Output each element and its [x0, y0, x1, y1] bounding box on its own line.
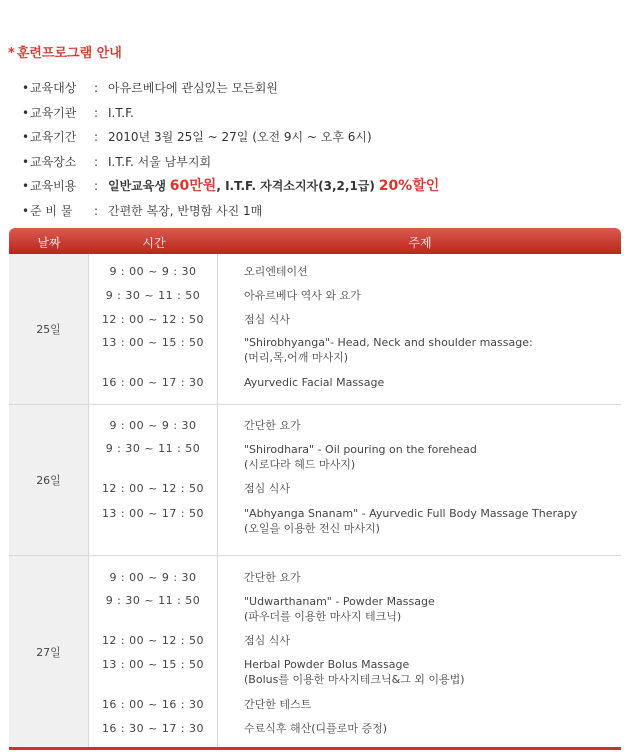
- day-section: [9, 254, 621, 405]
- topic-cell: 수료식후 해산(디플로마 증정): [244, 722, 388, 735]
- topic-cell-sub: (오일을 이용한 전신 마사지): [244, 522, 380, 535]
- time-cell: 16 : 30 ~ 17 : 30: [101, 722, 205, 735]
- colon: :: [93, 203, 99, 218]
- info-value: 아유르베다에 관심있는 모든회원: [108, 81, 278, 95]
- section-heading: [8, 42, 122, 61]
- day-section: [9, 556, 621, 747]
- info-label: 교육장소: [30, 154, 77, 169]
- topic-cell-sub: (파우더를 이용한 마사지 테크닉): [244, 610, 402, 623]
- day-section: [9, 405, 621, 556]
- topic-cell: "Udwarthanam" - Powder Massage: [244, 595, 435, 608]
- info-row-location: [22, 150, 622, 175]
- header-date: 날짜: [37, 236, 61, 250]
- info-label: 교육대상: [30, 81, 77, 95]
- topic-cell: 간단한 요가: [244, 419, 301, 432]
- info-label: 교육기간: [30, 130, 77, 144]
- topic-cell: "Shirobhyanga"- Head, Neck and shoulder massage:: [244, 336, 533, 349]
- colon: :: [93, 130, 99, 144]
- colon: :: [93, 179, 99, 193]
- time-cell: 9 : 00 ~ 9 : 30: [109, 265, 197, 278]
- bullet-icon: •: [22, 154, 30, 169]
- time-cell: 9 : 00 ~ 9 : 30: [109, 419, 197, 432]
- info-label: 교육기관: [30, 105, 77, 120]
- cost-member-discount: 20%할인: [378, 178, 440, 194]
- bullet-icon: •: [22, 179, 30, 193]
- info-value: I.T.F.: [108, 105, 134, 120]
- bullet-icon: •: [22, 130, 30, 144]
- header-topic: 주제: [408, 236, 432, 250]
- table-header: [9, 228, 621, 254]
- topic-cell: 간단한 요가: [244, 571, 301, 584]
- info-row-institution: [22, 101, 622, 126]
- time-cell: 16 : 00 ~ 17 : 30: [101, 376, 205, 389]
- time-cell: 16 : 00 ~ 16 : 30: [101, 698, 205, 711]
- time-column: [89, 254, 218, 404]
- schedule-table: [9, 228, 621, 754]
- asterisk-icon: *: [8, 46, 15, 61]
- time-cell: 12 : 00 ~ 12 : 50: [101, 482, 205, 495]
- info-list: [22, 76, 622, 223]
- topic-cell: 아유르베다 역사 와 요가: [244, 289, 361, 302]
- topic-cell: 오리엔테이션: [244, 265, 308, 278]
- topic-cell-sub: (시로다라 헤드 마사지): [244, 458, 356, 471]
- info-label: 교육비용: [30, 179, 77, 193]
- topic-cell-sub: (Bolus를 이용한 마사지테크닉&그 외 이용법): [244, 673, 465, 686]
- header-time: 시간: [142, 236, 166, 250]
- info-label: 준 비 물: [30, 203, 73, 218]
- topic-cell: "Abhyanga Snanam" - Ayurvedic Full Body Massage Therapy: [244, 507, 578, 520]
- topic-cell-sub: (머리,목,어깨 마사지): [244, 351, 349, 364]
- cost-general-price: 60만원: [169, 178, 217, 194]
- date-cell: 27일: [9, 556, 89, 747]
- info-row-cost: [22, 174, 622, 199]
- time-cell: 9 : 00 ~ 9 : 30: [109, 571, 197, 584]
- topic-cell: 간단한 테스트: [244, 698, 312, 711]
- cost-general-label: 일반교육생: [108, 179, 166, 193]
- colon: :: [93, 81, 99, 95]
- info-value: [108, 174, 439, 199]
- cost-member-label: , I.T.F. 자격소지자(3,2,1급): [216, 179, 375, 193]
- topic-cell: "Shirodhara" - Oil pouring on the forehead: [244, 443, 477, 456]
- time-cell: 13 : 00 ~ 15 : 50: [101, 658, 205, 671]
- date-cell: 25일: [9, 254, 89, 404]
- time-cell: 9 : 30 ~ 11 : 50: [105, 442, 201, 455]
- time-cell: 12 : 00 ~ 12 : 50: [101, 313, 205, 326]
- time-cell: 13 : 00 ~ 15 : 50: [101, 336, 205, 349]
- topic-cell: 점심 식사: [244, 634, 291, 647]
- info-value: 간편한 복장, 반명함 사진 1매: [108, 203, 263, 218]
- info-value: 2010년 3월 25일 ~ 27일 (오전 9시 ~ 오후 6시): [108, 130, 372, 144]
- table-bottom-border: [9, 747, 621, 750]
- info-value: I.T.F. 서울 남부지회: [108, 154, 212, 169]
- time-column: [89, 405, 218, 555]
- heading-text: 훈련프로그램 안내: [16, 46, 122, 61]
- date-cell: 26일: [9, 405, 89, 555]
- info-row-target: [22, 76, 622, 101]
- time-cell: 12 : 00 ~ 12 : 50: [101, 634, 205, 647]
- time-column: [89, 556, 218, 747]
- time-cell: 9 : 30 ~ 11 : 50: [105, 594, 201, 607]
- topic-cell: 점심 식사: [244, 313, 291, 326]
- topic-cell: Herbal Powder Bolus Massage: [244, 658, 410, 671]
- bullet-icon: •: [22, 81, 30, 95]
- colon: :: [93, 154, 99, 169]
- topic-cell: 점심 식사: [244, 482, 291, 495]
- bullet-icon: •: [22, 203, 30, 218]
- colon: :: [93, 105, 99, 120]
- time-cell: 9 : 30 ~ 11 : 50: [105, 289, 201, 302]
- topic-cell: Ayurvedic Facial Massage: [244, 376, 385, 389]
- info-row-period: [22, 125, 622, 150]
- bullet-icon: •: [22, 105, 30, 120]
- time-cell: 13 : 00 ~ 17 : 50: [101, 507, 205, 520]
- info-row-supplies: [22, 199, 622, 224]
